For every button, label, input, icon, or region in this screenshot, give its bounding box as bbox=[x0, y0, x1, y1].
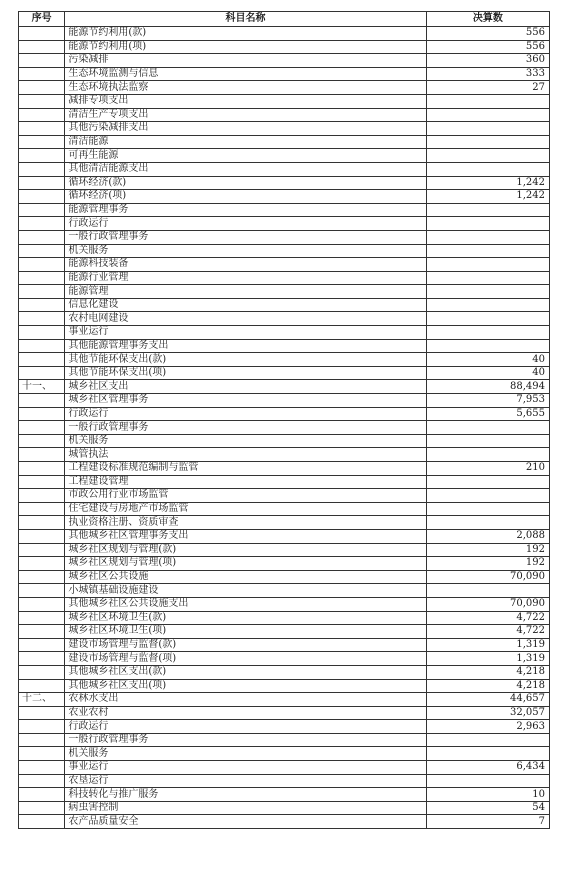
table-row bbox=[19, 81, 550, 95]
amount-cell bbox=[426, 733, 549, 747]
item-name-cell: 可再生能源 bbox=[65, 149, 426, 163]
seq-cell bbox=[19, 230, 65, 244]
amount-cell bbox=[426, 434, 549, 448]
table-row bbox=[19, 502, 550, 516]
amount-cell: 192 bbox=[426, 557, 549, 571]
amount-cell: 4,722 bbox=[426, 611, 549, 625]
amount-cell bbox=[426, 475, 549, 489]
seq-cell bbox=[19, 475, 65, 489]
table-row bbox=[19, 597, 550, 611]
item-name-cell: 建设市场管理与监督(项) bbox=[65, 652, 426, 666]
table-row bbox=[19, 706, 550, 720]
item-name-cell: 城乡社区管理事务 bbox=[65, 394, 426, 408]
item-name-cell: 其他城乡社区支出(项) bbox=[65, 679, 426, 693]
table-row bbox=[19, 462, 550, 476]
table-row bbox=[19, 720, 550, 734]
seq-cell bbox=[19, 135, 65, 149]
amount-cell: 44,657 bbox=[426, 693, 549, 707]
table-row bbox=[19, 665, 550, 679]
amount-cell bbox=[426, 326, 549, 340]
table-row bbox=[19, 122, 550, 136]
budget-table bbox=[18, 11, 550, 829]
amount-cell bbox=[426, 258, 549, 272]
amount-cell: 7 bbox=[426, 815, 549, 829]
amount-cell bbox=[426, 285, 549, 299]
table-row bbox=[19, 652, 550, 666]
amount-cell bbox=[426, 584, 549, 598]
seq-cell bbox=[19, 679, 65, 693]
seq-cell bbox=[19, 258, 65, 272]
amount-cell: 1,319 bbox=[426, 638, 549, 652]
amount-cell bbox=[426, 135, 549, 149]
seq-cell bbox=[19, 761, 65, 775]
table-row bbox=[19, 801, 550, 815]
seq-cell bbox=[19, 584, 65, 598]
table-row bbox=[19, 693, 550, 707]
amount-cell: 40 bbox=[426, 353, 549, 367]
amount-cell: 4,218 bbox=[426, 665, 549, 679]
seq-cell bbox=[19, 285, 65, 299]
table-row bbox=[19, 529, 550, 543]
seq-cell bbox=[19, 271, 65, 285]
table-row bbox=[19, 570, 550, 584]
table-row bbox=[19, 557, 550, 571]
amount-cell bbox=[426, 94, 549, 108]
item-name-cell: 清洁生产专项支出 bbox=[65, 108, 426, 122]
item-name-cell: 事业运行 bbox=[65, 761, 426, 775]
seq-cell bbox=[19, 203, 65, 217]
item-name-cell: 城乡社区规划与管理(项) bbox=[65, 557, 426, 571]
amount-cell: 210 bbox=[426, 462, 549, 476]
seq-cell bbox=[19, 516, 65, 530]
table-row bbox=[19, 108, 550, 122]
amount-cell: 40 bbox=[426, 366, 549, 380]
item-name-cell: 事业运行 bbox=[65, 326, 426, 340]
seq-cell bbox=[19, 733, 65, 747]
seq-cell bbox=[19, 54, 65, 68]
seq-cell bbox=[19, 176, 65, 190]
table-row bbox=[19, 40, 550, 54]
table-row bbox=[19, 67, 550, 81]
seq-cell bbox=[19, 149, 65, 163]
seq-cell bbox=[19, 407, 65, 421]
table-row bbox=[19, 285, 550, 299]
seq-cell: 十一、 bbox=[19, 380, 65, 394]
table-row bbox=[19, 638, 550, 652]
seq-cell: 十二、 bbox=[19, 693, 65, 707]
seq-cell bbox=[19, 706, 65, 720]
item-name-cell: 能源节约利用(款) bbox=[65, 27, 426, 41]
amount-cell bbox=[426, 516, 549, 530]
item-name-cell: 能源管理事务 bbox=[65, 203, 426, 217]
amount-cell bbox=[426, 230, 549, 244]
amount-cell: 1,319 bbox=[426, 652, 549, 666]
table-row bbox=[19, 475, 550, 489]
item-name-cell: 小城镇基础设施建设 bbox=[65, 584, 426, 598]
item-name-cell: 机关服务 bbox=[65, 244, 426, 258]
seq-cell bbox=[19, 217, 65, 231]
table-row bbox=[19, 135, 550, 149]
amount-cell: 556 bbox=[426, 40, 549, 54]
table-row bbox=[19, 353, 550, 367]
seq-cell bbox=[19, 339, 65, 353]
item-name-cell: 减排专项支出 bbox=[65, 94, 426, 108]
seq-cell bbox=[19, 94, 65, 108]
amount-cell: 2,088 bbox=[426, 529, 549, 543]
amount-cell bbox=[426, 421, 549, 435]
seq-cell bbox=[19, 652, 65, 666]
seq-cell bbox=[19, 557, 65, 571]
item-name-cell: 农垦运行 bbox=[65, 774, 426, 788]
seq-cell bbox=[19, 421, 65, 435]
item-name-cell: 住宅建设与房地产市场监管 bbox=[65, 502, 426, 516]
item-name-cell: 工程建设标准规范编制与监管 bbox=[65, 462, 426, 476]
seq-cell bbox=[19, 747, 65, 761]
item-name-cell: 能源科技装备 bbox=[65, 258, 426, 272]
table-row bbox=[19, 203, 550, 217]
seq-cell bbox=[19, 366, 65, 380]
table-row bbox=[19, 176, 550, 190]
seq-cell bbox=[19, 597, 65, 611]
item-name-cell: 农业农村 bbox=[65, 706, 426, 720]
amount-cell bbox=[426, 312, 549, 326]
seq-cell bbox=[19, 625, 65, 639]
amount-cell: 556 bbox=[426, 27, 549, 41]
table-row bbox=[19, 190, 550, 204]
amount-cell bbox=[426, 774, 549, 788]
item-name-cell: 工程建设管理 bbox=[65, 475, 426, 489]
item-name-cell: 生态环境监测与信息 bbox=[65, 67, 426, 81]
table-row bbox=[19, 774, 550, 788]
item-name-cell: 城管执法 bbox=[65, 448, 426, 462]
item-name-cell: 循环经济(款) bbox=[65, 176, 426, 190]
item-name-cell: 其他污染减排支出 bbox=[65, 122, 426, 136]
item-name-cell: 城乡社区支出 bbox=[65, 380, 426, 394]
amount-cell: 32,057 bbox=[426, 706, 549, 720]
amount-cell bbox=[426, 217, 549, 231]
table-row bbox=[19, 230, 550, 244]
item-name-cell: 城乡社区环境卫生(款) bbox=[65, 611, 426, 625]
table-row bbox=[19, 543, 550, 557]
seq-cell bbox=[19, 611, 65, 625]
item-name-cell: 一般行政管理事务 bbox=[65, 733, 426, 747]
seq-cell bbox=[19, 448, 65, 462]
item-name-cell: 其他能源管理事务支出 bbox=[65, 339, 426, 353]
amount-cell: 5,655 bbox=[426, 407, 549, 421]
amount-cell bbox=[426, 203, 549, 217]
seq-cell bbox=[19, 529, 65, 543]
item-name-cell: 能源管理 bbox=[65, 285, 426, 299]
amount-cell: 4,218 bbox=[426, 679, 549, 693]
item-name-cell: 其他城乡社区公共设施支出 bbox=[65, 597, 426, 611]
amount-cell bbox=[426, 298, 549, 312]
amount-cell: 70,090 bbox=[426, 570, 549, 584]
seq-cell bbox=[19, 720, 65, 734]
seq-cell bbox=[19, 244, 65, 258]
item-name-cell: 一般行政管理事务 bbox=[65, 421, 426, 435]
amount-cell: 333 bbox=[426, 67, 549, 81]
item-name-cell: 农村电网建设 bbox=[65, 312, 426, 326]
table-row bbox=[19, 271, 550, 285]
seq-cell bbox=[19, 122, 65, 136]
item-name-cell: 农产品质量安全 bbox=[65, 815, 426, 829]
seq-cell bbox=[19, 570, 65, 584]
table-row bbox=[19, 584, 550, 598]
seq-cell bbox=[19, 502, 65, 516]
item-name-cell: 循环经济(项) bbox=[65, 190, 426, 204]
amount-cell: 7,953 bbox=[426, 394, 549, 408]
seq-cell bbox=[19, 353, 65, 367]
amount-cell: 70,090 bbox=[426, 597, 549, 611]
header-row bbox=[19, 12, 550, 27]
table-row bbox=[19, 611, 550, 625]
seq-cell bbox=[19, 40, 65, 54]
seq-cell bbox=[19, 774, 65, 788]
amount-cell: 192 bbox=[426, 543, 549, 557]
item-name-cell: 其他节能环保支出(款) bbox=[65, 353, 426, 367]
item-name-cell: 生态环境执法监察 bbox=[65, 81, 426, 95]
item-name-cell: 科技转化与推广服务 bbox=[65, 788, 426, 802]
amount-cell: 360 bbox=[426, 54, 549, 68]
table-row bbox=[19, 54, 550, 68]
item-name-cell: 能源行业管理 bbox=[65, 271, 426, 285]
item-name-cell: 病虫害控制 bbox=[65, 801, 426, 815]
table-row bbox=[19, 394, 550, 408]
seq-cell bbox=[19, 462, 65, 476]
seq-cell bbox=[19, 788, 65, 802]
item-name-cell: 机关服务 bbox=[65, 747, 426, 761]
item-name-cell: 农林水支出 bbox=[65, 693, 426, 707]
seq-cell bbox=[19, 67, 65, 81]
item-name-cell: 城乡社区规划与管理(款) bbox=[65, 543, 426, 557]
table-row bbox=[19, 516, 550, 530]
seq-cell bbox=[19, 815, 65, 829]
seq-cell bbox=[19, 81, 65, 95]
seq-cell bbox=[19, 665, 65, 679]
amount-cell: 2,963 bbox=[426, 720, 549, 734]
amount-cell bbox=[426, 271, 549, 285]
item-name-cell: 清洁能源 bbox=[65, 135, 426, 149]
table-row bbox=[19, 815, 550, 829]
amount-cell: 4,722 bbox=[426, 625, 549, 639]
item-name-cell: 市政公用行业市场监管 bbox=[65, 489, 426, 503]
amount-cell bbox=[426, 149, 549, 163]
table-body bbox=[19, 27, 550, 829]
amount-cell bbox=[426, 244, 549, 258]
table-row bbox=[19, 326, 550, 340]
table-row bbox=[19, 407, 550, 421]
amount-cell: 1,242 bbox=[426, 176, 549, 190]
item-name-cell: 污染减排 bbox=[65, 54, 426, 68]
table-row bbox=[19, 761, 550, 775]
item-name-cell: 城乡社区公共设施 bbox=[65, 570, 426, 584]
amount-cell: 6,434 bbox=[426, 761, 549, 775]
item-name-cell: 城乡社区环境卫生(项) bbox=[65, 625, 426, 639]
table-row bbox=[19, 788, 550, 802]
table-row bbox=[19, 448, 550, 462]
seq-cell bbox=[19, 326, 65, 340]
amount-cell bbox=[426, 489, 549, 503]
table-row bbox=[19, 434, 550, 448]
table-row bbox=[19, 380, 550, 394]
table-row bbox=[19, 258, 550, 272]
amount-cell bbox=[426, 122, 549, 136]
item-name-cell: 一般行政管理事务 bbox=[65, 230, 426, 244]
item-name-cell: 信息化建设 bbox=[65, 298, 426, 312]
table-row bbox=[19, 733, 550, 747]
amount-cell bbox=[426, 448, 549, 462]
table-row bbox=[19, 162, 550, 176]
amount-cell bbox=[426, 162, 549, 176]
amount-cell: 27 bbox=[426, 81, 549, 95]
table-row bbox=[19, 489, 550, 503]
table-row bbox=[19, 244, 550, 258]
seq-cell bbox=[19, 489, 65, 503]
header-name: 科目名称 bbox=[65, 12, 426, 27]
table-row bbox=[19, 625, 550, 639]
seq-cell bbox=[19, 638, 65, 652]
item-name-cell: 机关服务 bbox=[65, 434, 426, 448]
table-row bbox=[19, 366, 550, 380]
table-row bbox=[19, 339, 550, 353]
seq-cell bbox=[19, 27, 65, 41]
amount-cell bbox=[426, 339, 549, 353]
amount-cell bbox=[426, 747, 549, 761]
amount-cell bbox=[426, 108, 549, 122]
item-name-cell: 行政运行 bbox=[65, 407, 426, 421]
item-name-cell: 行政运行 bbox=[65, 720, 426, 734]
table-row bbox=[19, 149, 550, 163]
seq-cell bbox=[19, 801, 65, 815]
table-row bbox=[19, 312, 550, 326]
amount-cell: 10 bbox=[426, 788, 549, 802]
header-amount: 决算数 bbox=[426, 12, 549, 27]
seq-cell bbox=[19, 312, 65, 326]
table-row bbox=[19, 94, 550, 108]
amount-cell: 54 bbox=[426, 801, 549, 815]
seq-cell bbox=[19, 298, 65, 312]
header-seq: 序号 bbox=[19, 12, 65, 27]
item-name-cell: 其他城乡社区支出(款) bbox=[65, 665, 426, 679]
table-row bbox=[19, 27, 550, 41]
item-name-cell: 能源节约利用(项) bbox=[65, 40, 426, 54]
item-name-cell: 其他节能环保支出(项) bbox=[65, 366, 426, 380]
amount-cell: 1,242 bbox=[426, 190, 549, 204]
table-row bbox=[19, 421, 550, 435]
seq-cell bbox=[19, 434, 65, 448]
seq-cell bbox=[19, 108, 65, 122]
item-name-cell: 其他清洁能源支出 bbox=[65, 162, 426, 176]
item-name-cell: 建设市场管理与监督(款) bbox=[65, 638, 426, 652]
table-row bbox=[19, 217, 550, 231]
amount-cell bbox=[426, 502, 549, 516]
item-name-cell: 行政运行 bbox=[65, 217, 426, 231]
table-row bbox=[19, 679, 550, 693]
item-name-cell: 执业资格注册、资质审查 bbox=[65, 516, 426, 530]
seq-cell bbox=[19, 190, 65, 204]
item-name-cell: 其他城乡社区管理事务支出 bbox=[65, 529, 426, 543]
seq-cell bbox=[19, 162, 65, 176]
table-row bbox=[19, 747, 550, 761]
seq-cell bbox=[19, 394, 65, 408]
table-row bbox=[19, 298, 550, 312]
seq-cell bbox=[19, 543, 65, 557]
amount-cell: 88,494 bbox=[426, 380, 549, 394]
